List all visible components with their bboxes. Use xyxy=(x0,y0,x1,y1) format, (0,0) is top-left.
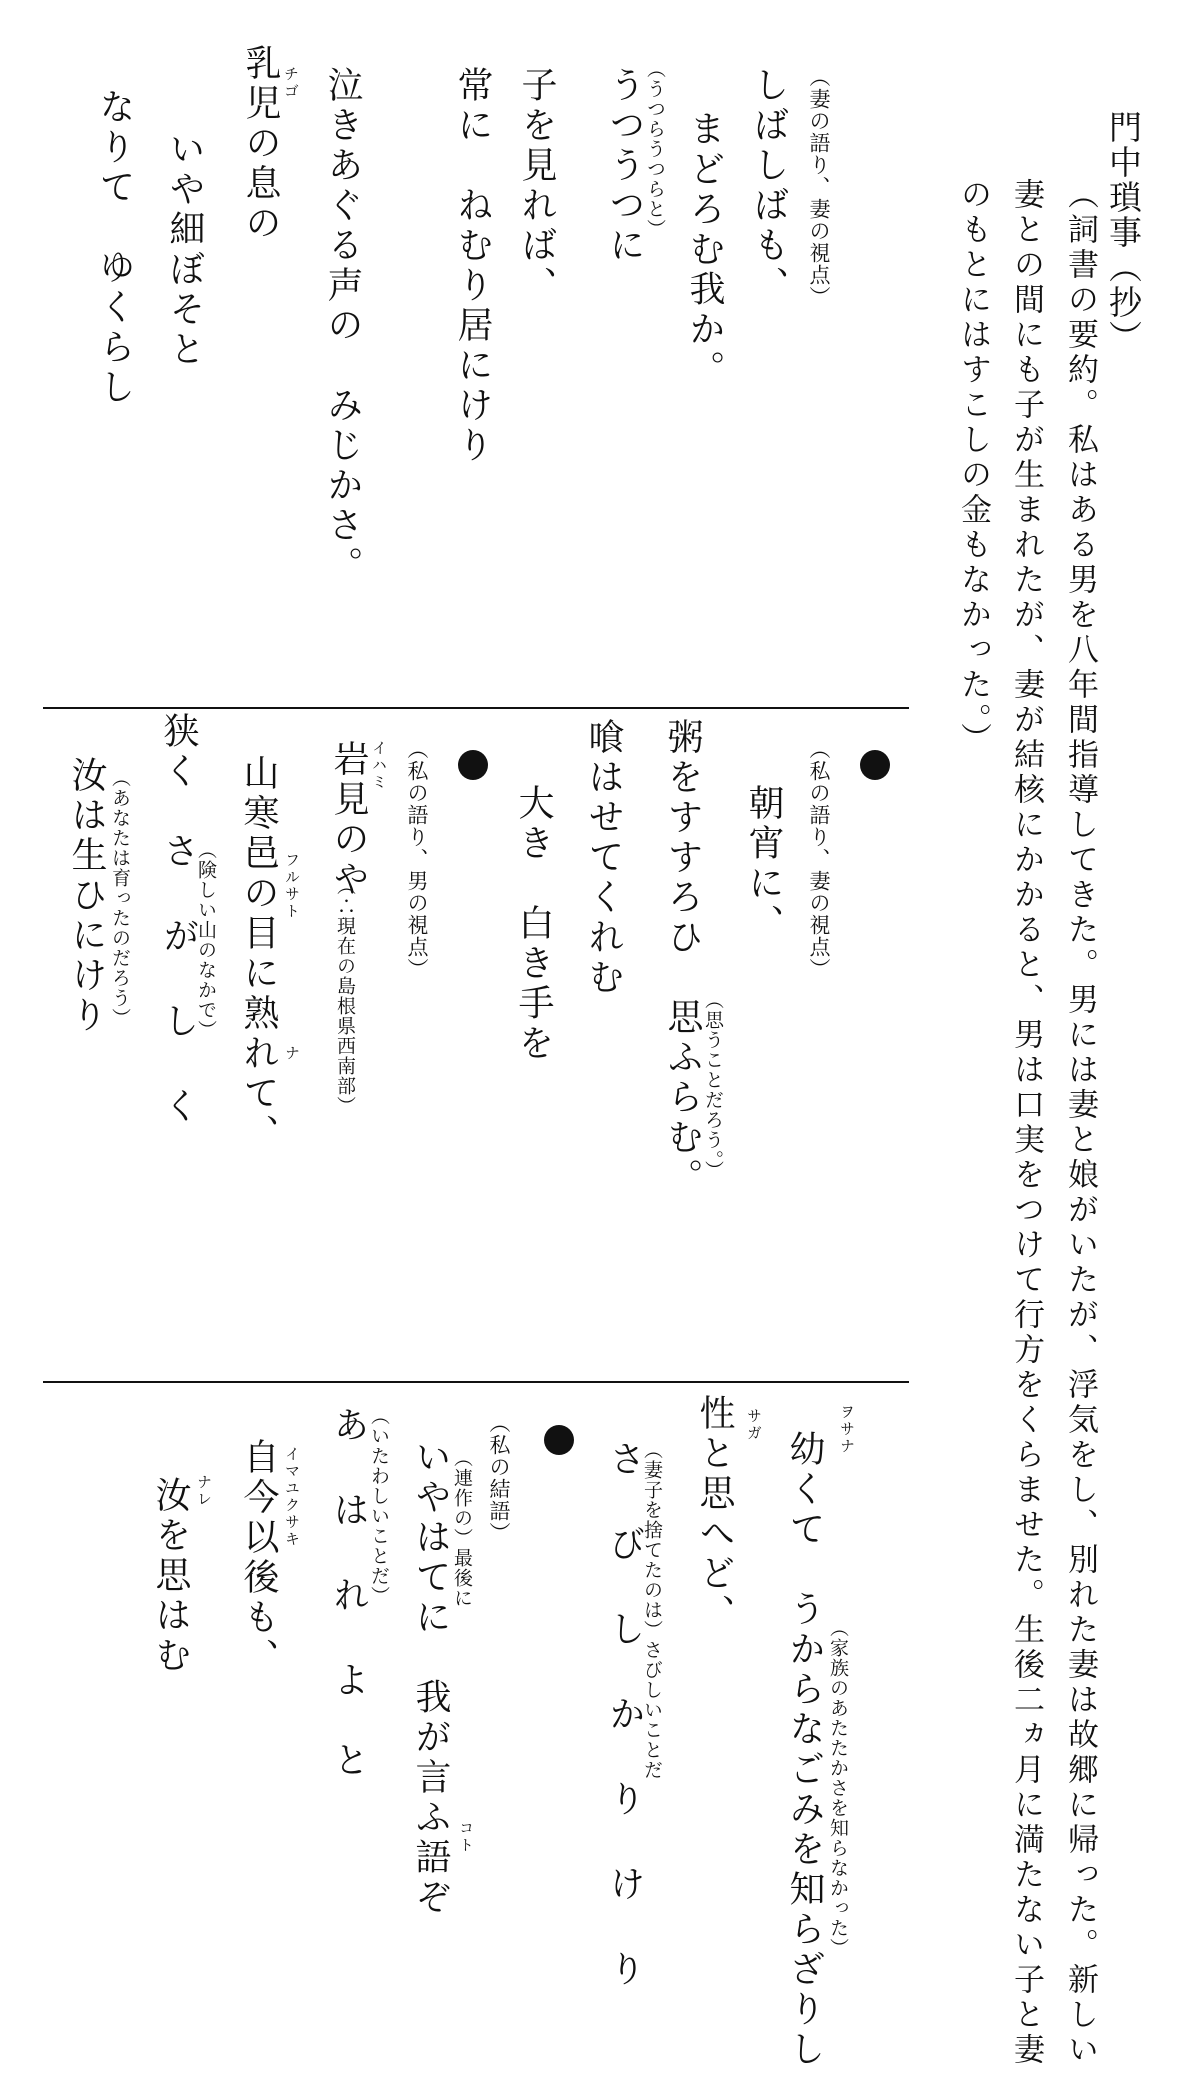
poem-line: 乳児の息の xyxy=(240,44,281,244)
ruby-annotation: サガ xyxy=(745,1408,763,1442)
kotobagaki-line-2: 妻との間にも子が生まれたが、妻が結核にかかると、男は口実をつけて行方をくらませた。生後二ヵ月に満たない子と妻 xyxy=(1008,178,1044,2068)
ruby-annotation: （妻子を捨てたのは）さびしいことだ xyxy=(641,1440,663,1780)
poem-line: しばしばも、 xyxy=(748,66,789,306)
poem-line: 朝宵に、 xyxy=(743,784,784,944)
ruby-annotation: （∴現在の島根県西南部） xyxy=(334,876,356,1116)
ruby-annotation: （思うことだろう。） xyxy=(702,990,724,1181)
poem-line: 性と思へど、 xyxy=(694,1394,735,1634)
poem-line: 岩見のや xyxy=(328,740,369,900)
section2-note: （私の語り、男の視点） xyxy=(405,738,429,980)
ruby-annotation: （いたわしいことだ） xyxy=(368,1406,390,1606)
section2-note: （私の語り、妻の視点） xyxy=(807,738,831,980)
ruby-annotation: （険しい山のなかで） xyxy=(195,840,217,1040)
ruby-annotation: （家族のあたたかさを知らなかった） xyxy=(827,1618,849,1958)
poem-line: 幼くて うからなごみを知らざりし xyxy=(784,1430,825,2070)
ruby-annotation: イハミ xyxy=(370,740,388,791)
ruby-annotation: チゴ xyxy=(282,66,300,100)
page-title: 門中瑣事（抄） xyxy=(1104,110,1143,355)
poem-line: 子を見れば、 xyxy=(516,66,557,306)
kotobagaki-line-3: のもとにはすこしの金もなかった。） xyxy=(955,178,991,758)
bullet-icon xyxy=(860,750,890,780)
poem-line: 自今以後も、 xyxy=(238,1438,279,1678)
ruby-annotation: ナ xyxy=(283,1045,301,1062)
poem-line: 喰はせてくれむ xyxy=(583,718,624,998)
ruby-annotation: イマユクサキ xyxy=(283,1446,301,1548)
ruby-annotation: フルサト xyxy=(283,852,301,920)
poem-line: 粥をすすろひ 思ふらむ。 xyxy=(662,718,703,1198)
poem-line: なりて ゆくらし xyxy=(94,88,135,408)
ruby-annotation: （うつらうつらと） xyxy=(644,59,666,239)
poem-line: いや細ぼそと xyxy=(164,130,205,370)
poem-line: うつうつに xyxy=(604,66,645,266)
poem-line: 山寒邑の目に熟れて、 xyxy=(238,754,279,1154)
ruby-annotation: （あなたは育ったのだろう） xyxy=(109,768,131,1028)
section1-note: （妻の語り、妻の視点） xyxy=(807,66,831,308)
ruby-annotation: （連作の）最後に xyxy=(451,1448,473,1608)
poem-line: あ は れ よ と xyxy=(328,1406,369,1781)
poem-line: 常に ねむり居にけり xyxy=(452,66,493,466)
poem-line: さ び し か り け り xyxy=(604,1440,645,1990)
section-divider xyxy=(43,707,909,709)
bullet-icon xyxy=(544,1425,574,1455)
ruby-annotation: ナレ xyxy=(195,1474,213,1508)
poem-line: 泣きあぐる声の みじかさ。 xyxy=(322,66,363,586)
section-divider xyxy=(43,1381,909,1383)
bullet-icon xyxy=(458,750,488,780)
poem-line: 汝は生ひにけり xyxy=(66,756,107,1036)
section3-note: （私の結語） xyxy=(487,1412,511,1544)
kotobagaki-line-1: （詞書の要約。私はある男を八年間指導してきた。男には妻と娘がいたが、浮気をし、別れた妻は故郷に帰った。新しい xyxy=(1062,178,1098,2068)
poem-line: 大き 白き手を xyxy=(513,784,554,1064)
ruby-annotation: ヲサナ xyxy=(838,1404,856,1455)
poem-line: 狭く さ が し く xyxy=(158,712,199,1127)
poem-line: まどろむ我か。 xyxy=(684,110,725,390)
ruby-annotation: コト xyxy=(457,1820,475,1854)
poem-line: いやはてに 我が言ふ語ぞ xyxy=(410,1438,451,1918)
poem-line: 汝を思はむ xyxy=(150,1476,191,1676)
